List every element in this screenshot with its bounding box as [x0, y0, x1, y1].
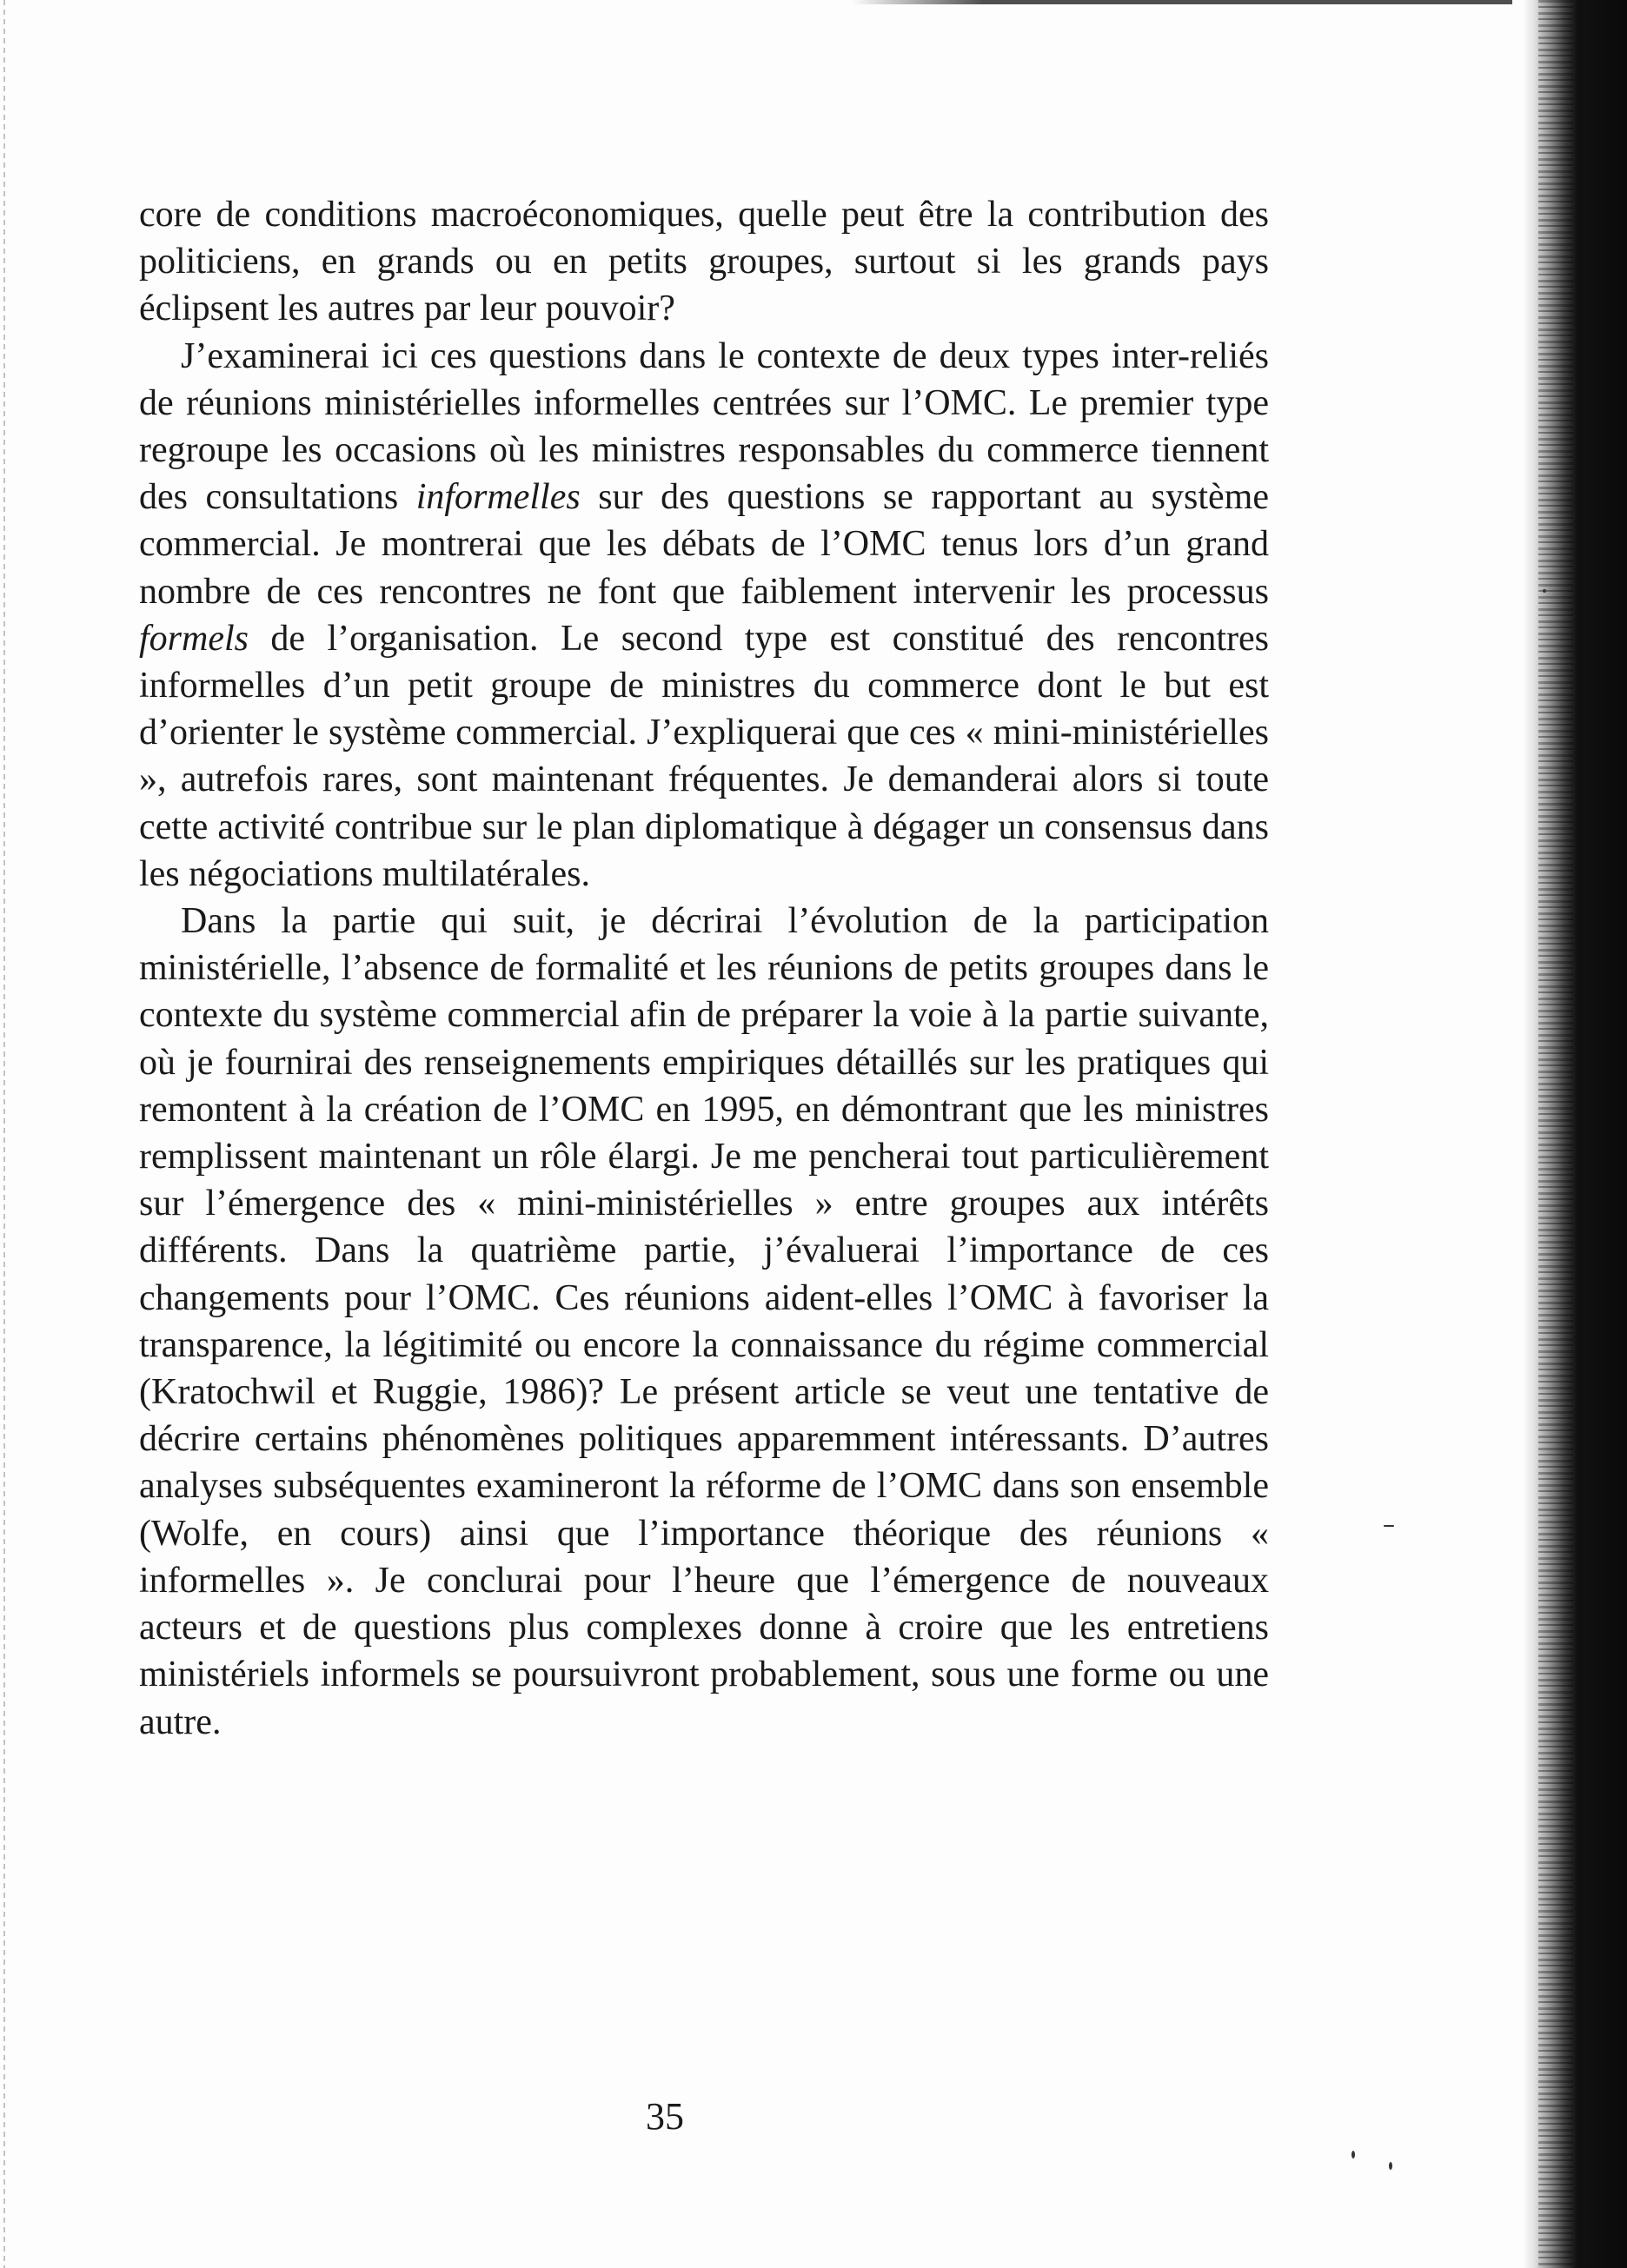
paragraph-2-italic-formels: formels	[139, 618, 249, 659]
paragraph-2-segment: de l’organisation. Le second type est constitué des rencontres informelles d’un petit groupe de ministres du commerce dont le but est d’orienter le système commercial. J’expliquerai que ces « mini-ministérielles », autrefois rares, sont maintenant fréquentes. Je demanderai alors si toute cette activité contribue sur le plan diplomatique à dégager un consensus dans les négociations multilatérales.	[139, 618, 1269, 894]
paragraph-2	[139, 333, 1269, 898]
binding-texture	[1538, 0, 1573, 2268]
scan-speck	[1389, 2162, 1392, 2170]
paragraph-1: core de conditions macroéconomiques, quelle peut être la contribution des politiciens, en grands ou en petits groupes, surtout si les grands pays éclipsent les autres par leur pouvoir?	[139, 195, 1269, 329]
page-number: 35	[646, 2095, 684, 2138]
paragraph-2-italic-informelles: informelles	[415, 477, 581, 518]
scan-speck	[1384, 1525, 1394, 1527]
paragraph-2-segment: J’examinerai ici ces questions dans le contexte de deux types inter-reliés de réunions ministérielles informelles centrées sur l’OMC. Le premier type regroupe les occasions où les ministres responsables du commerce tiennent des consultations	[139, 335, 1269, 518]
paragraph-2-segment: sur des questions se rapportant au système commercial. Je montrerai que les débats de l’OMC tenus lors d’un grand nombre de ces rencontres ne font que faiblement intervenir les processus	[139, 477, 1269, 612]
scan-top-edge	[852, 0, 1512, 4]
scan-left-edge	[3, 0, 5, 2268]
scan-speck	[1351, 2151, 1355, 2159]
paragraph-3: Dans la partie qui suit, je décrirai l’évolution de la participation ministérielle, l’absence de formalité et les réunions de petits groupes dans le contexte du système commercial afin de préparer la voie à la partie suivante, où je fournirai des renseignements empiriques détaillés sur les pratiques qui remontent à la création de l’OMC en 1995, en démontrant que les ministres remplissent maintenant un rôle élargi. Je me pencherai tout particulièrement sur l’émergence des « mini-ministérielles » entre groupes aux intérêts différents. Dans la quatrième partie, j’évaluerai l’importance de ces changements pour l’OMC. Ces réunions aident-elles l’OMC à favoriser la transparence, la légitimité ou encore la connaissance du régime commercial (Kratochwil et Ruggie, 1986)? Le présent article se veut une tentative de décrire certains phénomènes politiques apparemment intéressants. D’autres analyses subséquentes examineront la réforme de l’OMC dans son ensemble (Wolfe, en cours) ainsi que l’importance théorique des réunions « informelles ». Je conclurai pour l’heure que l’émergence de nouveaux acteurs et de questions plus complexes donne à croire que les entretiens ministériels informels se poursuivront probablement, sous une forme ou une autre.	[139, 901, 1269, 1742]
scan-speck	[1543, 589, 1546, 593]
body-text	[139, 191, 1269, 1746]
